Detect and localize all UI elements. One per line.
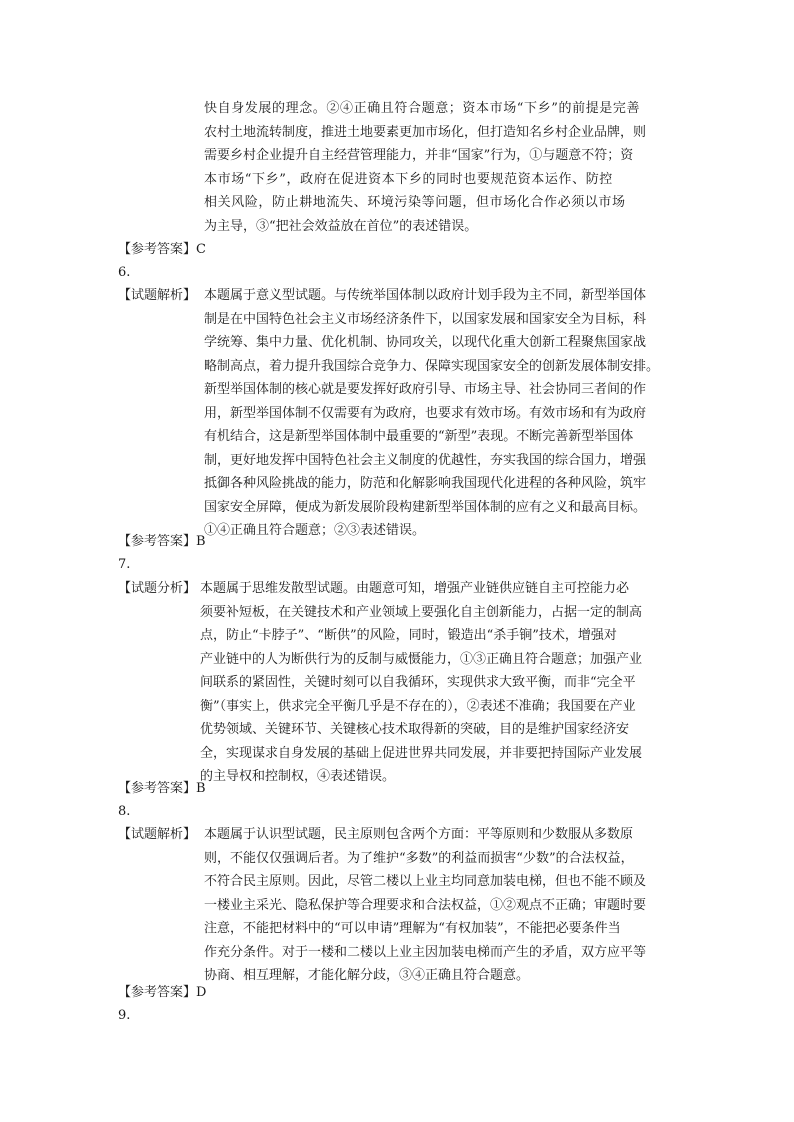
text-line: 须要补短板，在关键技术和产业领域上要强化自主创新能力，占据一定的制高 bbox=[200, 604, 643, 620]
q7-analysis-label: 【试题分析】 bbox=[118, 581, 197, 596]
text-line: 一楼业主采光、隐私保护等合理要求和合法权益，①②观点不正确；审题时要 bbox=[204, 897, 647, 913]
text-line: 本题属于认识型试题，民主原则包含两个方面：平等原则和少数服从多数原 bbox=[204, 827, 634, 842]
q6-answer: 【参考答案】B bbox=[118, 534, 206, 549]
text-line: 全，实现谋求自身发展的基础上促进世界共同发展，并非要把持国际产业发展 bbox=[200, 745, 643, 761]
text-line: 的主导权和控制权，④表述错误。 bbox=[200, 769, 396, 784]
text-line: 有机结合，这是新型举国体制中最重要的“新型”表现。不断完善新型举国体 bbox=[204, 429, 634, 444]
text-line: 衡”（事实上，供求完全平衡几乎是不存在的），②表述不准确；我国要在产业 bbox=[200, 698, 636, 714]
text-line: 本题属于思维发散型试题。由题意可知，增强产业链供应链自主可控能力必 bbox=[200, 581, 630, 596]
text-line: 学统筹、集中力量、优化机制、协同攻关，以现代化重大创新工程聚焦国家战 bbox=[204, 335, 647, 350]
text-line: 抵御各种风险挑战的能力，防范和化解影响我国现代化进程的各种风险，筑牢 bbox=[204, 476, 647, 491]
text-line: 点，防止“卡脖子”、“断供”的风险，同时，锻造出“杀手锏”技术，增强对 bbox=[200, 628, 617, 643]
text-line: ①④正确且符合题意；②③表述错误。 bbox=[204, 523, 426, 538]
q6-explanation bbox=[204, 284, 680, 543]
text-line: 快自身发展的理念。②④正确且符合题意；资本市场“下乡”的前提是完善 bbox=[204, 101, 641, 116]
text-line: 协商、相互理解，才能化解分歧，③④正确且符合题意。 bbox=[204, 968, 530, 983]
text-line: 作充分条件。对于一楼和二楼以上业主因加装电梯而产生的矛盾，双方应平等 bbox=[204, 944, 647, 960]
text-line: 用，新型举国体制不仅需要有为政府，也要求有效市场。有效市场和有为政府 bbox=[204, 405, 647, 421]
text-line: 则，不能仅仅强调后者。为了维护“多数”的利益而损害“少数”的合法权益， bbox=[204, 850, 634, 866]
text-line: 产业链中的人为断供行为的反制与威慑能力，①③正确且符合题意；加强产业 bbox=[200, 651, 643, 667]
question-number-8: 8. bbox=[118, 804, 131, 819]
question-number-6: 6. bbox=[118, 265, 131, 280]
question-number-7: 7. bbox=[118, 557, 131, 572]
text-line: 为主导，③“把社会效益放在首位”的表述错误。 bbox=[204, 218, 478, 234]
q6-analysis-label: 【试题解析】 bbox=[118, 288, 197, 303]
text-line: 本市场“下乡”，政府在促进资本下乡的同时也要规范资本运作、防控 bbox=[204, 171, 613, 187]
text-line: 注意，不能把材料中的“可以申请”理解为“有权加装”，不能把必要条件当 bbox=[204, 921, 621, 936]
text-line: 需要乡村企业提升自主经营管理能力，并非“国家”行为，①与题意不符；资 bbox=[204, 148, 634, 163]
text-line: 不符合民主原则。因此，尽管二楼以上业主均同意加装电梯，但也不能不顾及 bbox=[204, 874, 647, 889]
text-line: 本题属于意义型试题。与传统举国体制以政府计划手段为主不同，新型举国体 bbox=[204, 288, 647, 303]
q8-analysis-label: 【试题解析】 bbox=[118, 827, 197, 842]
text-line: 略制高点，着力提升我国综合竞争力、保障实现国家安全的创新发展体制安排。 bbox=[204, 358, 660, 374]
text-line: 新型举国体制的核心就是要发挥好政府引导、市场主导、社会协同三者间的作 bbox=[204, 382, 647, 397]
text-line: 制是在中国特色社会主义市场经济条件下，以国家发展和国家安全为目标，科 bbox=[204, 311, 647, 327]
q5-explanation bbox=[204, 97, 674, 238]
text-line: 优势领域、关键环节、关键核心技术取得新的突破，目的是维护国家经济安 bbox=[200, 722, 630, 737]
text-line: 间联系的紧固性，关键时刻可以自我循环，实现供求大致平衡，而非“完全平 bbox=[200, 675, 636, 690]
question-number-9: 9. bbox=[118, 1008, 131, 1023]
text-line: 制，更好地发挥中国特色社会主义制度的优越性，夯实我国的综合国力，增强 bbox=[204, 452, 647, 468]
text-line: 农村土地流转制度，推进土地要素更加市场化，但打造知名乡村企业品牌，则 bbox=[204, 124, 647, 140]
q5-answer: 【参考答案】C bbox=[118, 242, 206, 257]
q8-answer: 【参考答案】D bbox=[118, 985, 207, 1000]
text-line: 国家安全屏障，便成为新发展阶段构建新型举国体制的应有之义和最高目标。 bbox=[204, 499, 647, 515]
q7-answer: 【参考答案】B bbox=[118, 781, 206, 796]
q7-explanation bbox=[200, 577, 678, 789]
q8-explanation bbox=[204, 823, 678, 988]
text-line: 相关风险，防止耕地流失、环境污染等问题，但市场化合作必须以市场 bbox=[204, 195, 626, 210]
